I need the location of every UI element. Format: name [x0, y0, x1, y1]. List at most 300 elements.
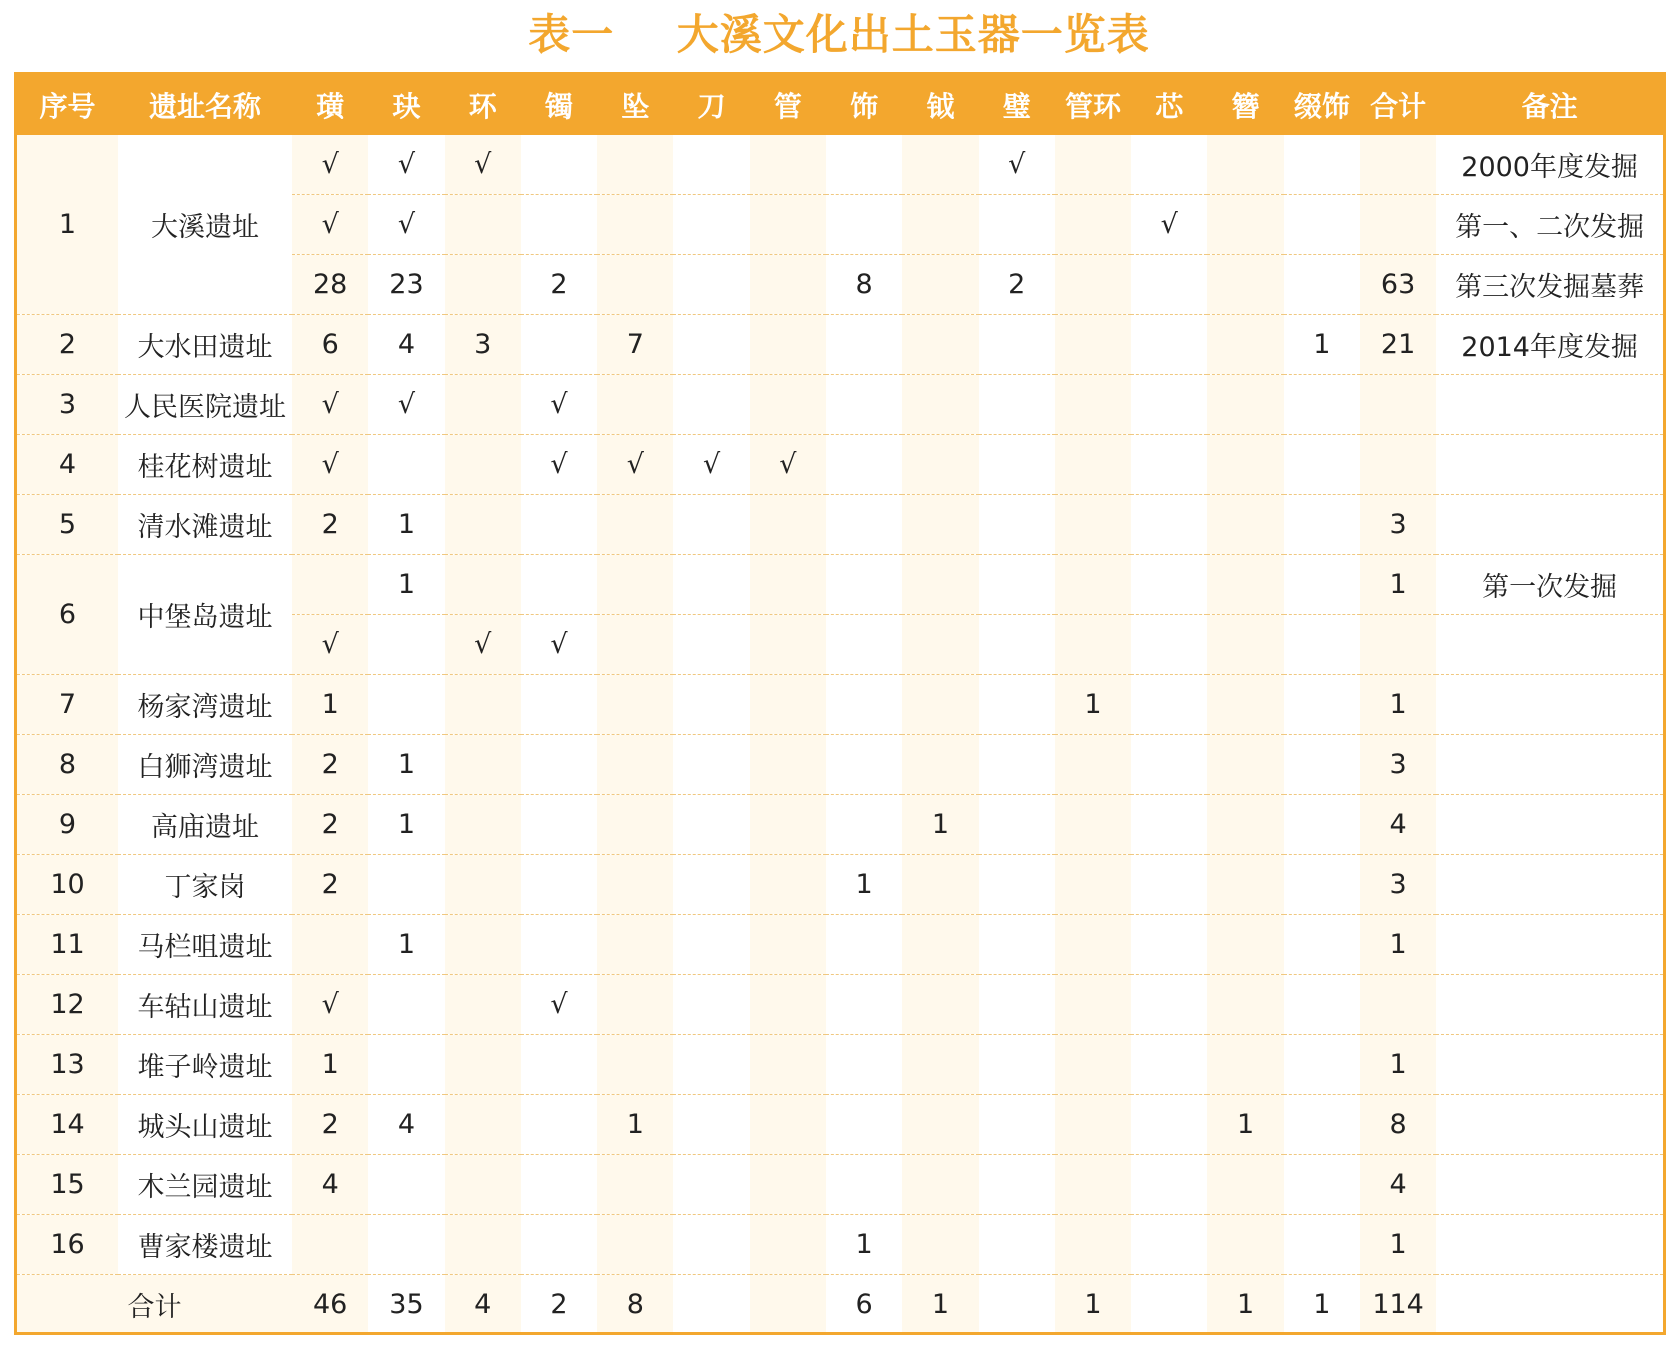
subtotal-cell: 3 [1360, 495, 1436, 555]
count-cell [1284, 375, 1360, 435]
count-cell [750, 1215, 826, 1275]
count-cell [1131, 495, 1207, 555]
remark-cell [1436, 1155, 1663, 1215]
count-cell: √ [368, 375, 444, 435]
count-cell [1207, 975, 1283, 1035]
count-cell [1284, 915, 1360, 975]
count-cell [750, 1095, 826, 1155]
count-cell [826, 375, 902, 435]
remark-cell: 2000年度发掘 [1436, 135, 1663, 195]
count-cell [1284, 1155, 1360, 1215]
count-cell [368, 975, 444, 1035]
total-cell: 46 [292, 1275, 368, 1335]
subtotal-cell: 1 [1360, 1215, 1436, 1275]
count-cell [1055, 255, 1131, 315]
count-cell: 1 [368, 735, 444, 795]
count-cell [292, 1215, 368, 1275]
site-name: 曹家楼遗址 [118, 1215, 292, 1275]
total-cell: 1 [1055, 1275, 1131, 1335]
table-row [17, 555, 1663, 615]
count-cell [597, 255, 673, 315]
count-cell [521, 555, 597, 615]
count-cell [1284, 495, 1360, 555]
count-cell: √ [292, 375, 368, 435]
count-cell [902, 675, 978, 735]
count-cell: √ [521, 375, 597, 435]
site-name: 车轱山遗址 [118, 975, 292, 1035]
column-header: 玦 [368, 75, 444, 135]
count-cell [979, 975, 1055, 1035]
column-header: 刀 [673, 75, 749, 135]
count-cell [673, 255, 749, 315]
count-cell [750, 915, 826, 975]
count-cell [673, 495, 749, 555]
site-number: 14 [17, 1095, 118, 1155]
count-cell [1207, 855, 1283, 915]
count-cell [597, 1035, 673, 1095]
count-cell: 4 [292, 1155, 368, 1215]
count-cell [1131, 615, 1207, 675]
total-cell: 114 [1360, 1275, 1436, 1335]
count-cell [597, 735, 673, 795]
table-row [17, 1035, 1663, 1095]
count-cell [979, 735, 1055, 795]
remark-cell [1436, 735, 1663, 795]
count-cell: 3 [445, 315, 521, 375]
count-cell: 1 [902, 795, 978, 855]
count-cell: √ [445, 615, 521, 675]
column-header: 环 [445, 75, 521, 135]
count-cell [445, 915, 521, 975]
site-name: 大水田遗址 [118, 315, 292, 375]
count-cell [750, 975, 826, 1035]
count-cell: 1 [1055, 675, 1131, 735]
count-cell [1131, 1035, 1207, 1095]
site-name: 中堡岛遗址 [118, 555, 292, 675]
total-cell: 6 [826, 1275, 902, 1335]
count-cell [1207, 1155, 1283, 1215]
count-cell [521, 795, 597, 855]
count-cell [445, 1035, 521, 1095]
site-name: 城头山遗址 [118, 1095, 292, 1155]
count-cell [750, 615, 826, 675]
count-cell [1055, 435, 1131, 495]
count-cell [445, 1155, 521, 1215]
count-cell [902, 495, 978, 555]
subtotal-cell: 4 [1360, 795, 1436, 855]
site-name: 桂花树遗址 [118, 435, 292, 495]
count-cell [1207, 735, 1283, 795]
count-cell [1131, 1095, 1207, 1155]
count-cell [1284, 855, 1360, 915]
count-cell [368, 435, 444, 495]
count-cell [750, 855, 826, 915]
count-cell [1284, 255, 1360, 315]
count-cell [1284, 615, 1360, 675]
table-row [17, 1155, 1663, 1215]
remark-cell: 第三次发掘墓葬 [1436, 255, 1663, 315]
subtotal-cell: 3 [1360, 735, 1436, 795]
count-cell: 2 [292, 735, 368, 795]
count-cell [597, 975, 673, 1035]
count-cell: 2 [292, 495, 368, 555]
site-number: 3 [17, 375, 118, 435]
count-cell [1284, 735, 1360, 795]
site-name: 高庙遗址 [118, 795, 292, 855]
count-cell [1055, 1215, 1131, 1275]
count-cell [979, 375, 1055, 435]
remark-cell [1436, 1215, 1663, 1275]
count-cell [979, 615, 1055, 675]
site-number: 4 [17, 435, 118, 495]
count-cell [1207, 315, 1283, 375]
count-cell [1207, 195, 1283, 255]
remark-cell [1436, 855, 1663, 915]
count-cell [750, 255, 826, 315]
count-cell [1131, 435, 1207, 495]
count-cell [1055, 735, 1131, 795]
count-cell [521, 495, 597, 555]
count-cell: 23 [368, 255, 444, 315]
remark-cell [1436, 495, 1663, 555]
count-cell [1284, 555, 1360, 615]
count-cell [1131, 255, 1207, 315]
count-cell [902, 1155, 978, 1215]
total-row [17, 1275, 1663, 1335]
count-cell [292, 915, 368, 975]
count-cell: √ [445, 135, 521, 195]
count-cell [750, 795, 826, 855]
count-cell [597, 375, 673, 435]
count-cell: 1 [368, 795, 444, 855]
column-header: 璧 [979, 75, 1055, 135]
count-cell [673, 375, 749, 435]
count-cell [826, 495, 902, 555]
site-number: 5 [17, 495, 118, 555]
count-cell: 2 [292, 855, 368, 915]
count-cell [445, 975, 521, 1035]
remark-cell [1436, 1035, 1663, 1095]
count-cell [368, 675, 444, 735]
count-cell: √ [368, 195, 444, 255]
count-cell [826, 1095, 902, 1155]
column-header: 遗址名称 [118, 75, 292, 135]
count-cell [673, 855, 749, 915]
count-cell [1284, 795, 1360, 855]
subtotal-cell: 8 [1360, 1095, 1436, 1155]
count-cell [1207, 795, 1283, 855]
column-header: 簪 [1207, 75, 1283, 135]
count-cell [445, 495, 521, 555]
count-cell: √ [521, 615, 597, 675]
count-cell [1207, 255, 1283, 315]
site-number: 15 [17, 1155, 118, 1215]
subtotal-cell [1360, 435, 1436, 495]
remark-cell [1436, 675, 1663, 735]
site-number: 1 [17, 135, 118, 315]
count-cell [1055, 495, 1131, 555]
total-cell: 35 [368, 1275, 444, 1335]
count-cell [979, 1035, 1055, 1095]
count-cell [750, 315, 826, 375]
count-cell [1055, 315, 1131, 375]
jade-artifact-table [14, 72, 1666, 1335]
count-cell [673, 555, 749, 615]
table-row [17, 795, 1663, 855]
data-table [17, 75, 1663, 1334]
count-cell [445, 435, 521, 495]
count-cell [750, 675, 826, 735]
table-row [17, 315, 1663, 375]
remark-cell [1436, 915, 1663, 975]
count-cell [1055, 855, 1131, 915]
count-cell: √ [368, 135, 444, 195]
column-header: 管 [750, 75, 826, 135]
site-name: 马栏咀遗址 [118, 915, 292, 975]
column-header: 饰 [826, 75, 902, 135]
count-cell: √ [292, 135, 368, 195]
column-header: 序号 [17, 75, 118, 135]
count-cell [1131, 735, 1207, 795]
site-number: 2 [17, 315, 118, 375]
count-cell [368, 1155, 444, 1215]
count-cell [673, 135, 749, 195]
count-cell: √ [292, 195, 368, 255]
table-row [17, 1215, 1663, 1275]
count-cell: 8 [826, 255, 902, 315]
count-cell [750, 1035, 826, 1095]
count-cell [979, 1155, 1055, 1215]
site-name: 清水滩遗址 [118, 495, 292, 555]
count-cell [673, 1215, 749, 1275]
count-cell [750, 195, 826, 255]
site-name: 木兰园遗址 [118, 1155, 292, 1215]
count-cell [673, 735, 749, 795]
count-cell [597, 675, 673, 735]
total-label: 合计 [17, 1275, 292, 1335]
count-cell [1207, 135, 1283, 195]
count-cell [826, 795, 902, 855]
count-cell [1055, 615, 1131, 675]
total-cell [673, 1275, 749, 1335]
site-name: 丁家岗 [118, 855, 292, 915]
count-cell [521, 1035, 597, 1095]
count-cell [902, 555, 978, 615]
table-row [17, 735, 1663, 795]
count-cell [1131, 915, 1207, 975]
count-cell [902, 915, 978, 975]
count-cell [445, 255, 521, 315]
count-cell: 1 [1207, 1095, 1283, 1155]
subtotal-cell: 1 [1360, 555, 1436, 615]
count-cell [673, 975, 749, 1035]
count-cell [979, 435, 1055, 495]
count-cell [368, 855, 444, 915]
count-cell [597, 1215, 673, 1275]
site-name: 杨家湾遗址 [118, 675, 292, 735]
count-cell [445, 375, 521, 435]
count-cell [368, 615, 444, 675]
total-cell: 4 [445, 1275, 521, 1335]
count-cell: 1 [597, 1095, 673, 1155]
count-cell [902, 735, 978, 795]
column-header: 合计 [1360, 75, 1436, 135]
total-cell [1131, 1275, 1207, 1335]
count-cell [902, 855, 978, 915]
count-cell [1055, 195, 1131, 255]
total-cell [979, 1275, 1055, 1335]
count-cell [1055, 1035, 1131, 1095]
count-cell [1131, 375, 1207, 435]
count-cell: 2 [292, 795, 368, 855]
count-cell [902, 975, 978, 1035]
total-cell: 1 [1207, 1275, 1283, 1335]
total-cell: 2 [521, 1275, 597, 1335]
count-cell: 1 [1284, 315, 1360, 375]
count-cell [826, 195, 902, 255]
count-cell [445, 1095, 521, 1155]
count-cell [979, 1095, 1055, 1155]
count-cell: √ [1131, 195, 1207, 255]
subtotal-cell [1360, 375, 1436, 435]
column-header: 缀饰 [1284, 75, 1360, 135]
count-cell [521, 855, 597, 915]
count-cell [1055, 915, 1131, 975]
count-cell [826, 675, 902, 735]
count-cell: 1 [292, 1035, 368, 1095]
subtotal-cell: 21 [1360, 315, 1436, 375]
subtotal-cell: 1 [1360, 915, 1436, 975]
subtotal-cell [1360, 615, 1436, 675]
site-name: 白狮湾遗址 [118, 735, 292, 795]
count-cell [1284, 1095, 1360, 1155]
count-cell [673, 915, 749, 975]
count-cell [673, 1095, 749, 1155]
count-cell: 2 [979, 255, 1055, 315]
count-cell [1131, 975, 1207, 1035]
subtotal-cell [1360, 135, 1436, 195]
subtotal-cell: 63 [1360, 255, 1436, 315]
count-cell: √ [292, 975, 368, 1035]
count-cell [597, 615, 673, 675]
count-cell [826, 735, 902, 795]
count-cell [979, 555, 1055, 615]
count-cell [750, 135, 826, 195]
count-cell [521, 195, 597, 255]
site-number: 16 [17, 1215, 118, 1275]
remark-cell [1436, 375, 1663, 435]
site-number: 6 [17, 555, 118, 675]
count-cell [979, 1215, 1055, 1275]
subtotal-cell: 4 [1360, 1155, 1436, 1215]
site-number: 7 [17, 675, 118, 735]
count-cell [673, 675, 749, 735]
count-cell [597, 855, 673, 915]
count-cell [673, 315, 749, 375]
count-cell [826, 615, 902, 675]
count-cell [1055, 975, 1131, 1035]
count-cell: 4 [368, 315, 444, 375]
count-cell [902, 315, 978, 375]
count-cell [597, 495, 673, 555]
subtotal-cell: 3 [1360, 855, 1436, 915]
count-cell: 6 [292, 315, 368, 375]
count-cell [445, 1215, 521, 1275]
count-cell [826, 315, 902, 375]
count-cell [673, 615, 749, 675]
count-cell [902, 1095, 978, 1155]
count-cell [521, 675, 597, 735]
count-cell [1055, 1095, 1131, 1155]
subtotal-cell: 1 [1360, 1035, 1436, 1095]
column-header: 璜 [292, 75, 368, 135]
column-header: 镯 [521, 75, 597, 135]
count-cell [597, 795, 673, 855]
count-cell: 4 [368, 1095, 444, 1155]
count-cell [521, 1215, 597, 1275]
total-cell [750, 1275, 826, 1335]
column-header: 备注 [1436, 75, 1663, 135]
site-number: 11 [17, 915, 118, 975]
table-row [17, 675, 1663, 735]
count-cell [750, 375, 826, 435]
count-cell [1284, 435, 1360, 495]
count-cell [902, 375, 978, 435]
count-cell [1207, 1215, 1283, 1275]
column-header: 钺 [902, 75, 978, 135]
count-cell [1284, 195, 1360, 255]
count-cell: √ [673, 435, 749, 495]
count-cell [826, 915, 902, 975]
count-cell [979, 495, 1055, 555]
count-cell [979, 195, 1055, 255]
count-cell [1131, 555, 1207, 615]
count-cell [902, 255, 978, 315]
count-cell: √ [979, 135, 1055, 195]
site-number: 13 [17, 1035, 118, 1095]
count-cell [597, 195, 673, 255]
count-cell [1207, 495, 1283, 555]
site-number: 8 [17, 735, 118, 795]
count-cell [292, 555, 368, 615]
count-cell [902, 435, 978, 495]
count-cell [1131, 795, 1207, 855]
count-cell [826, 975, 902, 1035]
count-cell [979, 855, 1055, 915]
count-cell [1207, 375, 1283, 435]
count-cell [1284, 975, 1360, 1035]
count-cell: 1 [826, 1215, 902, 1275]
column-header: 芯 [1131, 75, 1207, 135]
count-cell [979, 795, 1055, 855]
count-cell [826, 435, 902, 495]
count-cell [1207, 675, 1283, 735]
count-cell [673, 1035, 749, 1095]
table-row [17, 1095, 1663, 1155]
count-cell [902, 615, 978, 675]
count-cell [902, 1215, 978, 1275]
count-cell [1207, 615, 1283, 675]
count-cell [1207, 435, 1283, 495]
table-row [17, 915, 1663, 975]
remark-cell [1436, 435, 1663, 495]
count-cell [1207, 915, 1283, 975]
count-cell [1131, 675, 1207, 735]
count-cell: √ [521, 975, 597, 1035]
count-cell [826, 135, 902, 195]
table-row [17, 855, 1663, 915]
count-cell: 1 [368, 495, 444, 555]
